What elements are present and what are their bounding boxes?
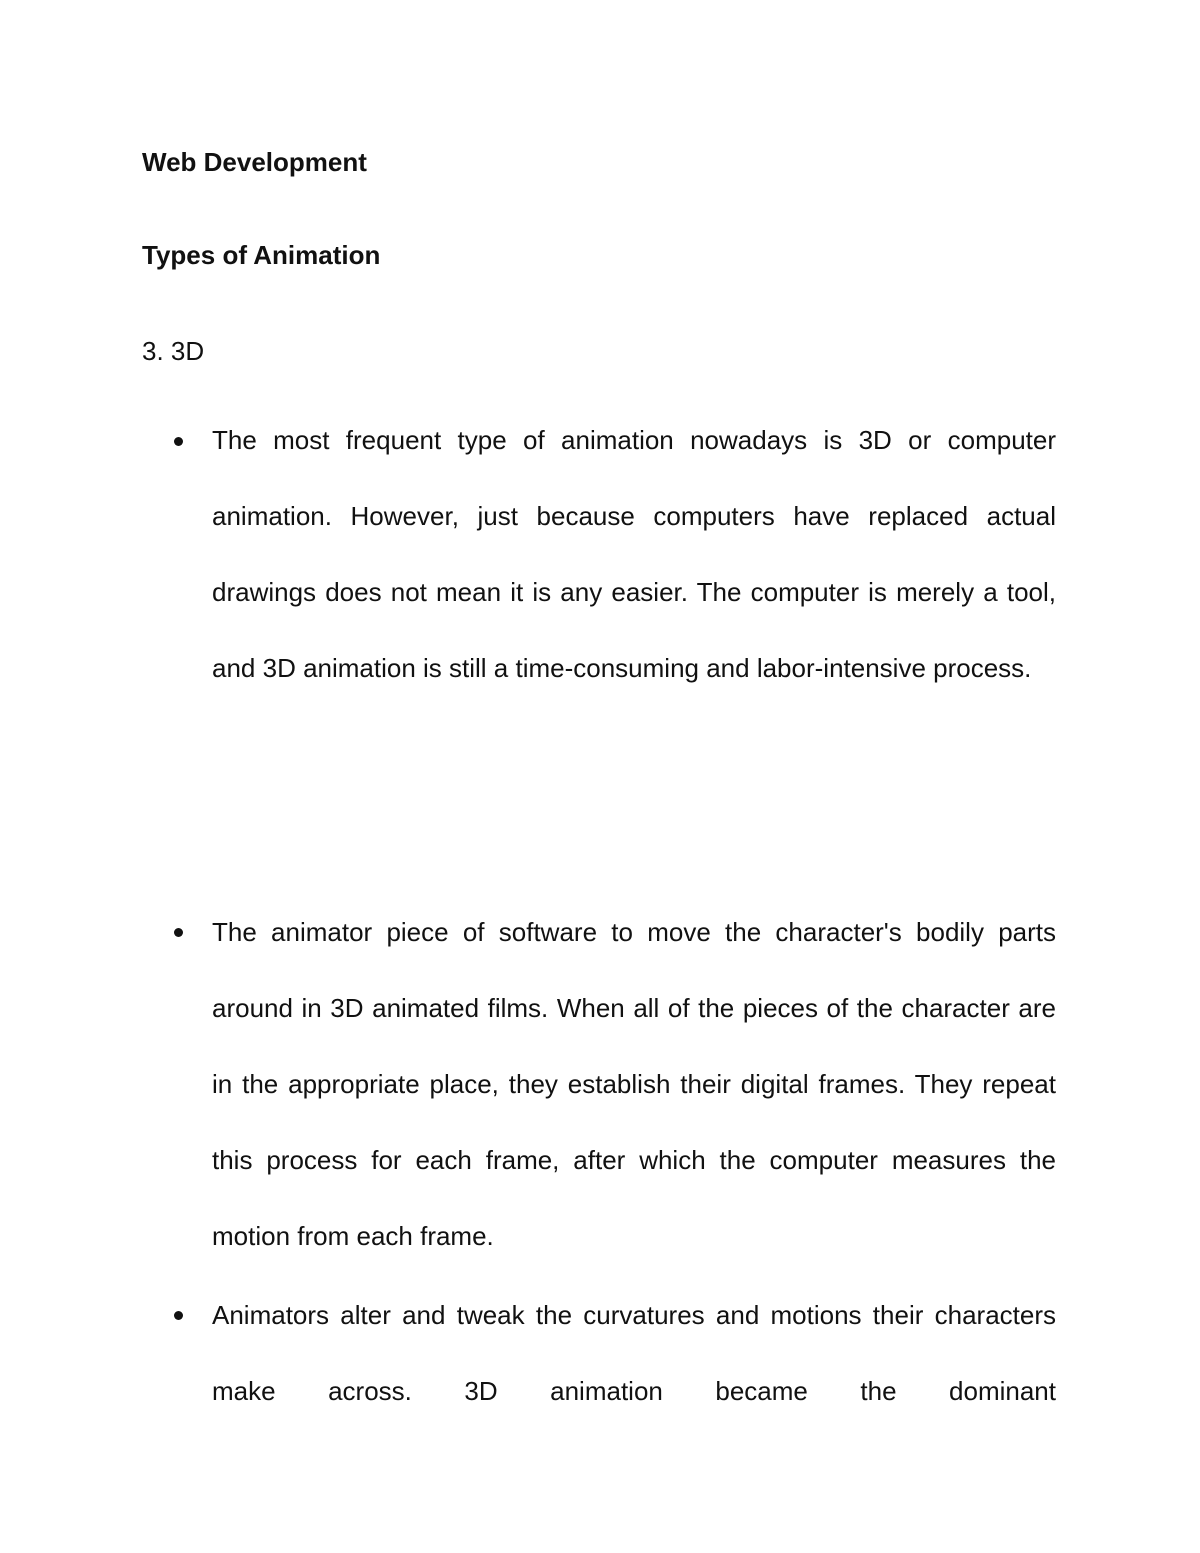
bullet-icon [174, 928, 183, 937]
bullet-icon [174, 1311, 183, 1320]
bullet-paragraph: Animators alter and tweak the curvatures and motions their characters make across. 3D animation became the dominant [212, 1300, 1056, 1406]
bullet-icon [174, 437, 183, 446]
document-title: Web Development [142, 147, 367, 177]
section-number: 3. 3D [142, 336, 205, 366]
document-subtitle: Types of Animation [142, 240, 381, 270]
bullet-paragraph: The most frequent type of animation nowadays is 3D or computer animation. However, just because computers have replaced actual drawings does not mean it is any easier. The computer is merely a tool, and 3D animation is still a time-consuming and labor-intensive process. [212, 425, 1056, 683]
bullet-paragraph: The animator piece of software to move the character's bodily parts around in 3D animated films. When all of the pieces of the character are in the appropriate place, they establish their digital frames. They repeat this process for each frame, after which the computer measures the motion from each frame. [212, 917, 1056, 1251]
